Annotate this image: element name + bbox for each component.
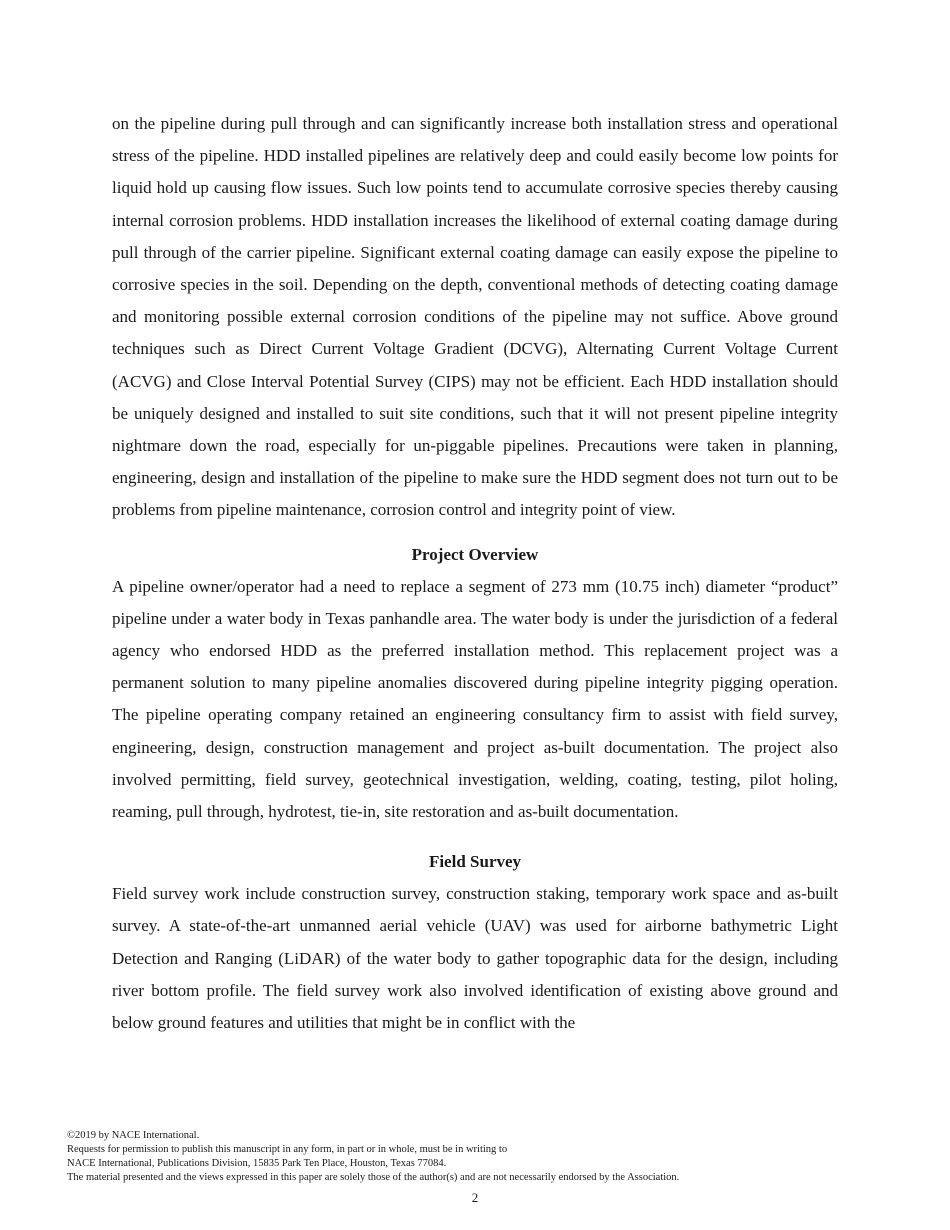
section-heading-project-overview: Project Overview (411, 544, 539, 564)
page-number: 2 (471, 1190, 479, 1205)
field-survey-paragraph: Field survey work include construction survey, construction staking, temporary work space and as-built survey. A state-of-the-art unmanned aerial vehicle (UAV) was used for airborne bathymetric Light Detection and Ranging (LiDAR) of the water body to gather topographic data for the design, including river bottom profile. The field survey work also involved identification of existing above ground and below ground features and utilities that might be in conflict with the (112, 884, 838, 1033)
project-overview-paragraph: A pipeline owner/operator had a need to replace a segment of 273 mm (10.75 inch) diameter “product” pipeline under a water body in Texas panhandle area. The water body is under the jurisdiction of a federal agency who endorsed HDD as the preferred installation method. This replacement project was a permanent solution to many pipeline anomalies discovered during pipeline integrity pigging operation. The pipeline operating company retained an engineering consultancy firm to assist with field survey, engineering, design, construction management and project as-built documentation. The project also involved permitting, field survey, geotechnical investigation, welding, coating, testing, pilot holing, reaming, pull through, hydrotest, tie-in, site restoration and as-built documentation. (112, 576, 838, 822)
page-body (112, 108, 838, 1039)
footer-permission-line: Requests for permission to publish this manuscript in any form, in part or in whole, must be in writing to (67, 1144, 508, 1155)
footer-address-line: NACE International, Publications Division, 15835 Park Ten Place, Houston, Texas 77084. (67, 1158, 447, 1169)
footer-copyright: ©2019 by NACE International. (67, 1130, 200, 1141)
section-heading-field-survey: Field Survey (428, 852, 522, 872)
footer-disclaimer-line: The material presented and the views expressed in this paper are solely those of the author(s) and are not necessarily endorsed by the Association. (67, 1172, 680, 1183)
footer-notice (67, 1129, 887, 1185)
intro-paragraph: on the pipeline during pull through and can significantly increase both installation stress and operational stress of the pipeline. HDD installed pipelines are relatively deep and could easily become low points for liquid hold up causing flow issues. Such low points tend to accumulate corrosive species thereby causing internal corrosion problems. HDD installation increases the likelihood of external coating damage during pull through of the carrier pipeline. Significant external coating damage can easily expose the pipeline to corrosive species in the soil. Depending on the depth, conventional methods of detecting coating damage and monitoring possible external corrosion conditions of the pipeline may not suffice. Above ground techniques such as Direct Current Voltage Gradient (DCVG), Alternating Current Voltage Current (ACVG) and Close Interval Potential Survey (CIPS) may not be efficient. Each HDD installation should be uniquely designed and installed to suit site conditions, such that it will not present pipeline integrity nightmare down the road, especially for un-piggable pipelines. Precautions were taken in planning, engineering, design and installation of the pipeline to make sure the HDD segment does not turn out to be problems from pipeline maintenance, corrosion control and integrity point of view. (112, 114, 838, 520)
